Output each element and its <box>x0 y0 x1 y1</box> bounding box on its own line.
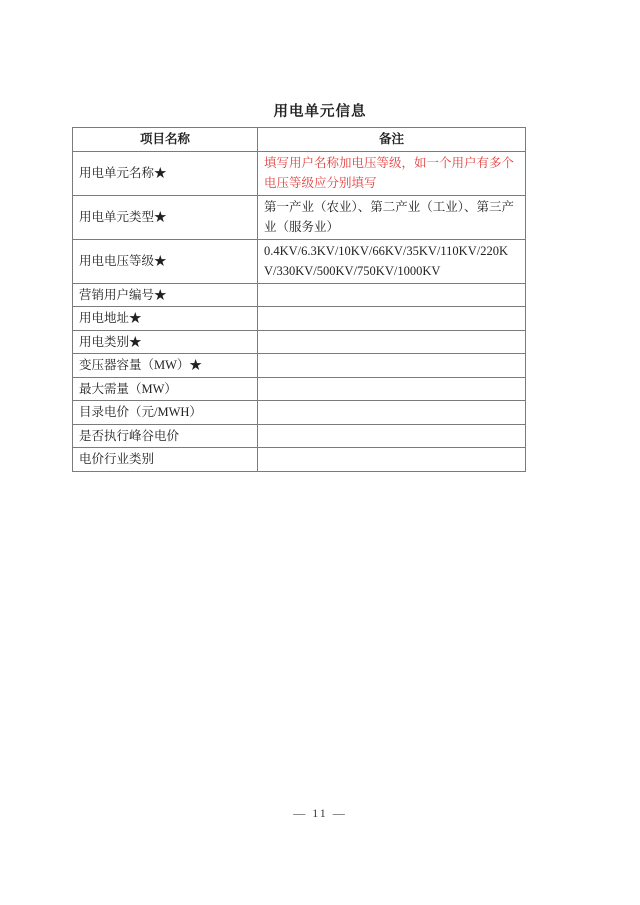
table-row <box>73 354 526 378</box>
item-name-cell: 电价行业类别 <box>73 448 258 472</box>
remark-cell <box>258 448 526 472</box>
item-name-cell: 是否执行峰谷电价 <box>73 424 258 448</box>
table-row <box>73 330 526 354</box>
table-row <box>73 195 526 239</box>
power-unit-info-table <box>72 127 526 472</box>
item-name-cell: 用电电压等级★ <box>73 239 258 283</box>
table-row <box>73 377 526 401</box>
column-header-item-name: 项目名称 <box>73 128 258 152</box>
remark-cell <box>258 283 526 307</box>
remark-cell <box>258 354 526 378</box>
remark-cell <box>258 401 526 425</box>
item-name-cell: 变压器容量（MW）★ <box>73 354 258 378</box>
item-name-cell: 用电地址★ <box>73 307 258 331</box>
column-header-remarks: 备注 <box>258 128 526 152</box>
table-row <box>73 307 526 331</box>
table-row <box>73 401 526 425</box>
remark-cell: 第一产业（农业）、第二产业（工业）、第三产业（服务业） <box>258 195 526 239</box>
remark-cell: 0.4KV/6.3KV/10KV/66KV/35KV/110KV/220KV/330KV/500KV/750KV/1000KV <box>258 239 526 283</box>
table-row <box>73 424 526 448</box>
item-name-cell: 用电单元名称★ <box>73 151 258 195</box>
table-row <box>73 151 526 195</box>
item-name-cell: 用电单元类型★ <box>73 195 258 239</box>
page-title: 用电单元信息 <box>273 104 367 120</box>
page-number: — 11 — <box>293 806 347 820</box>
table-row <box>73 448 526 472</box>
table-header-row <box>73 128 526 152</box>
item-name-cell: 最大需量（MW） <box>73 377 258 401</box>
table-row <box>73 283 526 307</box>
remark-cell: 填写用户名称加电压等级，如一个用户有多个电压等级应分别填写 <box>258 151 526 195</box>
remark-cell <box>258 330 526 354</box>
item-name-cell: 营销用户编号★ <box>73 283 258 307</box>
remark-cell <box>258 307 526 331</box>
item-name-cell: 用电类别★ <box>73 330 258 354</box>
remark-cell <box>258 377 526 401</box>
remark-cell <box>258 424 526 448</box>
item-name-cell: 目录电价（元/MWH） <box>73 401 258 425</box>
table-row <box>73 239 526 283</box>
